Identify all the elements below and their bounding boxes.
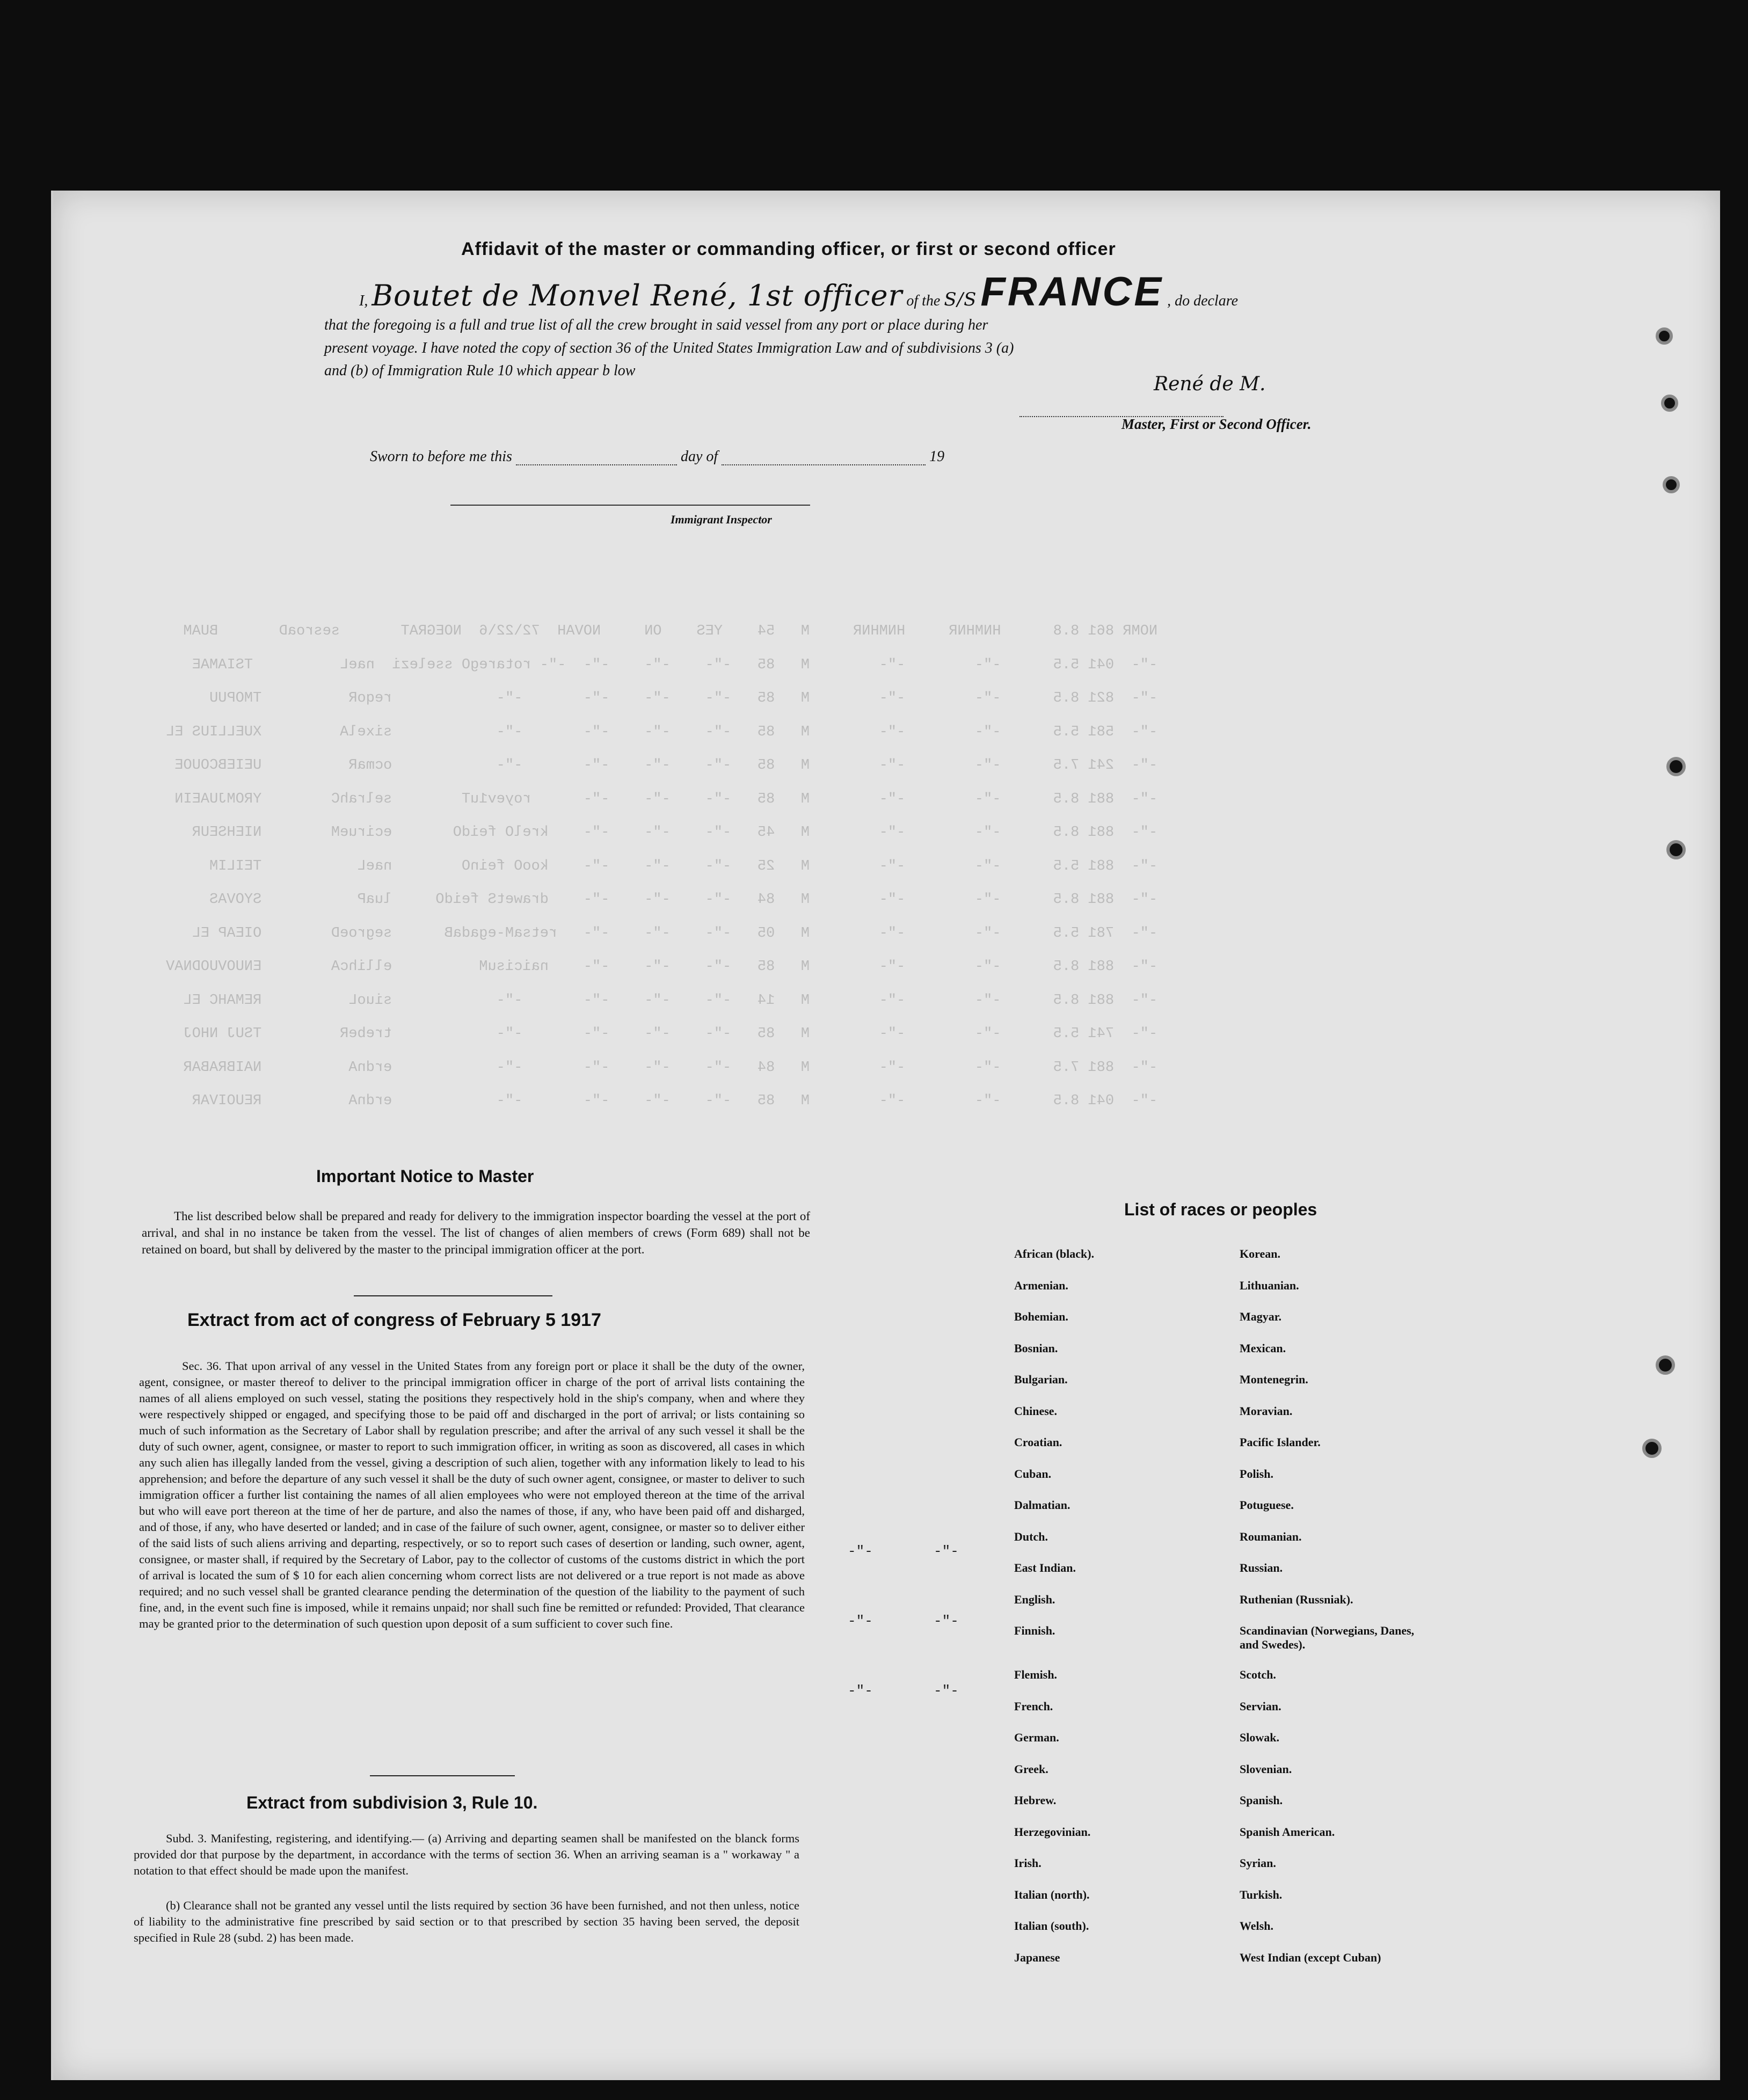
race-item: Welsh. — [1240, 1919, 1273, 1933]
race-item: Hebrew. — [1014, 1793, 1057, 1807]
race-item: English. — [1014, 1592, 1055, 1606]
important-notice-title: Important Notice to Master — [316, 1166, 534, 1186]
rule-extract-text-a: Subd. 3. Manifesting, registering, and identifying.— (a) Arriving and departing seamen shall be manifested on the blanck forms provided dor that purpose by the department, in accordance with the terms of section 36. When an arriving seaman is a " workaway " a notation to that effect should be made upon the manifest. — [134, 1832, 799, 1877]
race-item: Greek. — [1014, 1762, 1048, 1776]
races-title: List of races or peoples — [1124, 1200, 1317, 1219]
day-of-label: day of — [680, 448, 718, 465]
punch-hole — [1663, 476, 1680, 493]
notice-divider — [354, 1295, 552, 1296]
race-item: Croatian. — [1014, 1435, 1062, 1449]
race-item: Finnish. — [1014, 1624, 1055, 1637]
officer-line-label: Master, First or Second Officer. — [1121, 416, 1312, 432]
important-notice-text: The list described below shall be prepared and ready for delivery to the immigration inspector boarding the vessel at the port of arrival, and shal in no instance be taken from the vessel. The list of changes of alien members of crews (Form 689) shall not be retained on board, but shall by delivered by the master to the principal immigration officer at the port. — [142, 1209, 810, 1256]
race-item: Syrian. — [1240, 1856, 1276, 1870]
do-declare-label: , do declare — [1167, 293, 1238, 309]
race-item: Armenian. — [1014, 1278, 1068, 1292]
race-item: Herzegovinian. — [1014, 1825, 1091, 1839]
punch-hole — [1666, 840, 1686, 859]
race-item: Scandinavian (Norwegians, Danes, and Swedes). — [1240, 1624, 1415, 1651]
races-left-column — [1014, 1247, 1094, 1982]
race-item: Pacific Islander. — [1240, 1435, 1321, 1449]
race-item: Dalmatian. — [1014, 1498, 1070, 1512]
officer-signature: René de M. — [1154, 373, 1266, 395]
race-item: Polish. — [1240, 1467, 1273, 1481]
sworn-day-blank — [516, 464, 677, 465]
line1-prefix: I, — [359, 293, 368, 309]
ditto-marks-mid: -"- -"- -"- — [934, 1543, 959, 1699]
race-item: Irish. — [1014, 1856, 1041, 1870]
race-item: Slovenian. — [1240, 1762, 1292, 1776]
rule-extract-title: Extract from subdivision 3, Rule 10. — [246, 1793, 538, 1812]
race-item: Servian. — [1240, 1699, 1281, 1713]
race-item: Spanish. — [1240, 1793, 1283, 1807]
race-item: Turkish. — [1240, 1887, 1283, 1901]
sworn-prefix: Sworn to before me this — [370, 448, 512, 465]
race-item: Potuguese. — [1240, 1498, 1294, 1512]
inspector-label: Immigrant Inspector — [671, 513, 772, 526]
sworn-month-blank — [722, 464, 926, 465]
vessel-prefix: S/S — [944, 289, 977, 310]
race-item: French. — [1014, 1699, 1053, 1713]
signer-handwritten: Boutet de Monvel René, 1st officer — [372, 279, 903, 312]
affidavit-title: Affidavit of the master or commanding officer, or first or second officer — [461, 239, 1116, 259]
race-item: Ruthenian (Russniak). — [1240, 1592, 1353, 1606]
manifest-page — [51, 191, 1720, 2080]
rule-extract-text-b: (b) Clearance shall not be granted any vessel until the lists required by section 36 have been furnished, and not then unless, notice of liability to the administrative fine prescribed by said section or to that prescribed by section 35 having been served, the deposit specified in Rule 28 (subd. 2) has been made. — [134, 1899, 799, 1944]
race-item: Roumanian. — [1240, 1529, 1302, 1543]
affidavit-line-4: and (b) of Immigration Rule 10 which appear b low — [324, 362, 636, 379]
race-item: Bohemian. — [1014, 1310, 1068, 1323]
race-item: Moravian. — [1240, 1404, 1293, 1418]
of-the-label: of the — [906, 293, 941, 309]
year-prefix: 19 — [929, 448, 945, 465]
race-item: African (black). — [1014, 1247, 1095, 1260]
race-item: Japanese — [1014, 1950, 1060, 1964]
race-item: Montenegrin. — [1240, 1373, 1308, 1386]
ditto-marks-left: -"- -"- -"- — [848, 1543, 873, 1699]
race-item: Italian (north). — [1014, 1887, 1090, 1901]
punch-hole — [1642, 1439, 1662, 1458]
race-item: Lithuanian. — [1240, 1278, 1299, 1292]
race-item: Scotch. — [1240, 1668, 1276, 1681]
race-item: Korean. — [1240, 1247, 1280, 1260]
race-item: Cuban. — [1014, 1467, 1052, 1481]
race-item: East Indian. — [1014, 1561, 1076, 1574]
affidavit-line-2: that the foregoing is a full and true list of all the crew brought in said vessel from any port or place during her — [324, 317, 988, 333]
race-item: Mexican. — [1240, 1341, 1286, 1355]
act-extract-title: Extract from act of congress of February 5 1917 — [187, 1310, 601, 1330]
race-item: Italian (south). — [1014, 1919, 1089, 1933]
race-item: Bosnian. — [1014, 1341, 1058, 1355]
inspector-signature-line — [450, 505, 810, 506]
act-extract-text: Sec. 36. That upon arrival of any vessel in the United States from any foreign port or place it shall be the duty of the owner, agent, consignee, or master thereof to deliver to the principal immigration officer in charge of the port of arrival lists containing the names of all aliens employed on such vessel, stating the positions they respectively hold in the ship's company, when and where they were respectively shipped or engaged, and specifying those to be paid off and discharged in the port of arrival; or lists containing so much of such information as the Secretary of Labor shall by regulation prescribe; and after the arrival of any such vessel it shall be the duty of such owner, agent, consignee, or master to report to such immigration officer, in writing as soon as discovered, all cases in which any such alien has illegally landed from the vessel, giving a description of such alien, together with any information likely to lead to his apprehension; and before the departure of any such vessel it shall be the duty of such owner agent, consignee, or master to deliver to such immigration officer a further list containing the names of all alien employees who were not employed thereon at the time of the arrival but who will eave port thereon at the time of her de parture, and also the names of those, if any, who have been paid off and disharged, and of those, if any, who have deserted or landed; and in case of the failure of such owner, agent, consignee, or master so to deliver either of the said lists of such aliens arriving and departing, respectively, or so to report such cases of desertion or landing, such owner, agent, consignee, or master shall, if required by the Secretary of Labor, pay to the collector of customs of the customs district in which the port of arrival is located the sum of $ 10 for each alien concerning whom correct lists are not delivered or a true report is not made as above required; and no such vessel shall be granted clearance pending the determination of the question of the liability to the payment of such fine, and, in the event such fine is imposed, while it remains unpaid; nor shall such fine be remitted or refunded: Provided, That clearance may be granted prior to the determination of such question upon deposit of a sum sufficient to cover such fine. — [139, 1359, 805, 1630]
race-item: Chinese. — [1014, 1404, 1058, 1418]
affidavit-line-1 — [359, 268, 1238, 315]
race-item: Russian. — [1240, 1561, 1283, 1574]
race-item: Dutch. — [1014, 1529, 1048, 1543]
affidavit-line-3: present voyage. I have noted the copy of section 36 of the United States Immigration Law and of subdivisions 3 (a) — [324, 340, 1014, 356]
race-item: Slowak. — [1240, 1731, 1279, 1744]
punch-hole — [1661, 395, 1678, 412]
race-item: Flemish. — [1014, 1668, 1058, 1681]
punch-hole — [1656, 1355, 1675, 1375]
sworn-line — [370, 448, 944, 465]
race-item: Bulgarian. — [1014, 1373, 1068, 1386]
punch-hole — [1656, 327, 1673, 345]
ship-name: FRANCE — [980, 269, 1164, 315]
races-right-column — [1240, 1247, 1433, 1982]
race-item: West Indian (except Cuban) — [1240, 1950, 1381, 1964]
bleed-through-crew-list: NOMR 861 8.8 HNMHNR HNMHNR M 54 YES ON NOVAH 72\22\6 NOEGRAT sesroaD BUAM -"- 041 5.5 -"- -"- M 85 -"- -"- -"- -"- rotaregO sselezi naeL TSIAMAE -"- 821 8.5 -"- -"- M 85 -"- -"- -"- -"- reqoR TMOPUU -"- 581 5.5 -"- -"- M 85 -"- -"- -"- -"- sixelA XUELLIUS EL -"- 241 7.5 -"- -"- M 85 -"- -"- -"- -"- ocmaR UEIEBCOUOE -"- 881 8.5 -"- -"- M 85 -"- -"- -"- royev1uT selrahC YROMJUAEIN -"- 881 8.5 -"- -"- M 45 -"- -"- -"- krelO feidO ecirueM NIEHSEUR -"- 881 5.5 -"- -"- M 25 -"- -"- -"- kooO feinO naeL TEILIM -"- 881 8.5 -"- -"- M 84 -"- -"- -"- drawetS feidO luaP SYOVAS -"- 781 5.5 -"- -"- M 05 -"- -"- -"- retsaM-egadaB segroeD OIEAP EL -"- 881 8.5 -"- -"- M 85 -"- -"- -"- naicisuM ellihcA ENUOVUODNAV -"- 881 8.5 -"- -"- M 14 -"- -"- -"- -"- siuoL REMAHC EL -"- 741 5.5 -"- -"- M 85 -"- -"- -"- -"- trebeR TSUJ NHOJ -"- 881 7.5 -"- -"- M 84 -"- -"- -"- -"- erdnA NAIBRABAR -"- 041 8.5 -"- -"- M 85 -"- -"- -"- -"- erdnA REUOIVAR — [166, 623, 1158, 1109]
race-item: Spanish American. — [1240, 1825, 1335, 1839]
race-item: German. — [1014, 1731, 1059, 1744]
race-item: Magyar. — [1240, 1310, 1282, 1323]
act-divider — [370, 1775, 515, 1776]
punch-hole — [1666, 757, 1686, 776]
